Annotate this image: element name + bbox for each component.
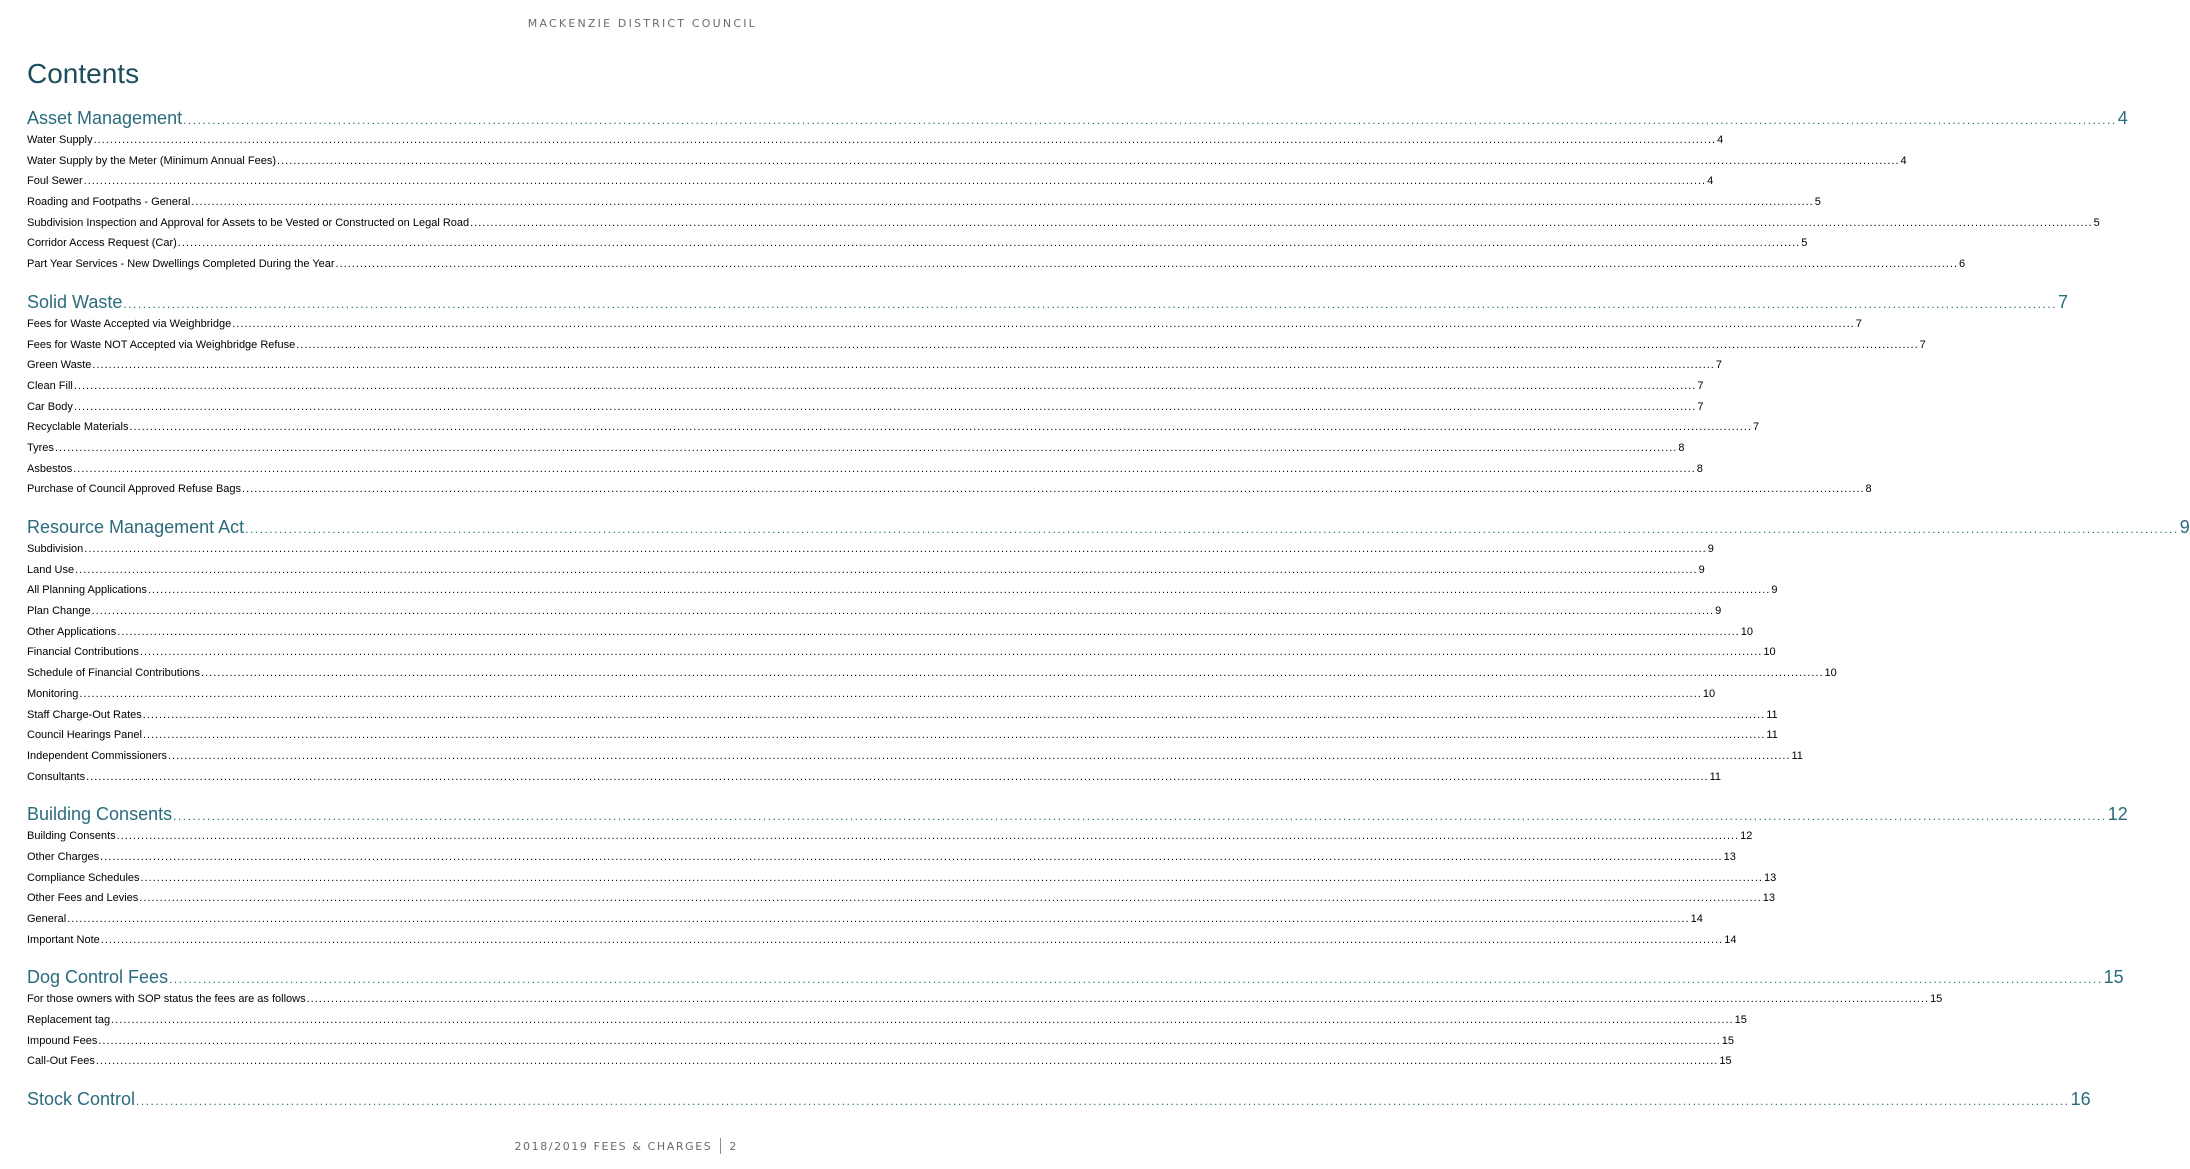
toc-entry-page-number: 13 (1723, 850, 1736, 863)
dot-leader: ................................................................................................................................................................................................................................................................................................................................................................................................................ (83, 175, 1707, 188)
toc-entry-label: Consultants (27, 770, 86, 783)
toc-entry-label: Foul Sewer (27, 175, 83, 188)
table-of-contents (27, 108, 2190, 1128)
footer-page-number: 2 (729, 1139, 738, 1153)
dot-leader: ................................................................................................................................................................................................................................................................................................................................................................................................................ (142, 708, 1766, 721)
toc-entry[interactable] (27, 1014, 1747, 1035)
toc-entry-page-number: 5 (1814, 196, 1821, 209)
dot-leader: ................................................................................................................................................................................................................................................................................................................................................................................................................ (86, 770, 1709, 783)
dot-leader: ................................................................................................................................................................................................................................................................................................................................................................................................................ (296, 338, 1919, 351)
toc-entry-page-number: 5 (1801, 237, 1808, 250)
toc-entry-page-number: 7 (1919, 338, 1926, 351)
toc-entry-page-number: 4 (1900, 154, 1907, 167)
toc-entry-page-number: 6 (1959, 258, 1966, 271)
toc-entry[interactable] (27, 913, 1703, 934)
toc-entry-page-number: 10 (1763, 646, 1776, 659)
toc-entry-page-number: 10 (1740, 625, 1753, 638)
toc-heading-label: Stock Control (27, 1089, 136, 1110)
toc-entry-label: Independent Commissioners (27, 749, 168, 762)
dot-leader: ................................................................................................................................................................................................................................................................................................................................................................................................................ (139, 892, 1762, 905)
toc-heading-label: Resource Management Act (27, 517, 245, 537)
toc-entry-label: Roading and Footpaths - General (27, 196, 191, 209)
toc-entry-page-number: 7 (1752, 421, 1760, 434)
toc-entry-label: Water Supply (27, 134, 93, 146)
dot-leader: ................................................................................................................................................................................................................................................................................................................................................................................................................ (277, 154, 1900, 167)
toc-entry-page-number: 9 (1707, 543, 1714, 555)
toc-entry[interactable] (27, 421, 1760, 442)
toc-heading-page-number: 15 (2103, 967, 2124, 988)
toc-entry-page-number: 9 (1771, 584, 1778, 597)
dot-leader: ................................................................................................................................................................................................................................................................................................................................................................................................................ (79, 687, 1702, 700)
toc-entry[interactable] (27, 1055, 1732, 1076)
footer-doc-label: 2018/2019 FEES & CHARGES (514, 1139, 713, 1153)
dot-leader: ................................................................................................................................................................................................................................................................................................................................................................................................................ (73, 379, 1697, 392)
dot-leader: ................................................................................................................................................................................................................................................................................................................................................................................................................ (183, 113, 2117, 127)
toc-entry[interactable] (27, 749, 1803, 771)
dot-leader: ................................................................................................................................................................................................................................................................................................................................................................................................................ (116, 830, 1740, 843)
dot-leader: ................................................................................................................................................................................................................................................................................................................................................................................................................ (470, 216, 2093, 229)
toc-entry[interactable] (27, 933, 1737, 955)
toc-entry-label: Asbestos (27, 462, 73, 475)
dot-leader: ................................................................................................................................................................................................................................................................................................................................................................................................................ (98, 1034, 1721, 1047)
dot-leader: ................................................................................................................................................................................................................................................................................................................................................................................................................ (123, 296, 2057, 311)
toc-heading-page-number: 7 (2057, 291, 2068, 312)
toc-entry-label: Other Applications (27, 625, 117, 638)
toc-entry[interactable] (27, 216, 2100, 238)
toc-entry-label: Other Charges (27, 850, 100, 863)
toc-entry[interactable] (27, 584, 1778, 605)
dot-leader: ................................................................................................................................................................................................................................................................................................................................................................................................................ (140, 871, 1763, 884)
toc-entry-label: Water Supply by the Meter (Minimum Annual Fees) (27, 154, 277, 167)
toc-entry[interactable] (27, 462, 1703, 484)
toc-entry[interactable] (27, 892, 1776, 913)
dot-leader: ................................................................................................................................................................................................................................................................................................................................................................................................................ (100, 850, 1723, 863)
toc-entry-label: Car Body (27, 400, 73, 413)
toc-entry-label: Subdivision Inspection and Approval for Assets to be Vested or Constructed on Legal Road (27, 216, 470, 229)
toc-section (27, 804, 2128, 954)
toc-section (27, 108, 2128, 279)
toc-entry[interactable] (27, 258, 1966, 279)
toc-entry-page-number: 13 (1762, 892, 1776, 905)
toc-entry-label: Fees for Waste NOT Accepted via Weighbridge Refuse (27, 338, 296, 351)
toc-entry-label: Building Consents (27, 830, 116, 843)
toc-entry[interactable] (27, 196, 1821, 217)
toc-entry[interactable] (27, 625, 1753, 647)
dot-leader: ................................................................................................................................................................................................................................................................................................................................................................................................................ (95, 1055, 1719, 1068)
dot-leader: ................................................................................................................................................................................................................................................................................................................................................................................................................ (201, 667, 1824, 680)
dot-leader: ................................................................................................................................................................................................................................................................................................................................................................................................................ (242, 483, 1865, 496)
toc-entry[interactable] (27, 379, 1704, 401)
toc-entry-page-number: 5 (2093, 216, 2100, 229)
dot-leader: ................................................................................................................................................................................................................................................................................................................................................................................................................ (73, 462, 1696, 475)
toc-heading-page-number: 12 (2107, 804, 2128, 825)
toc-entry[interactable] (27, 646, 1776, 667)
toc-heading[interactable] (27, 804, 2128, 830)
toc-entry[interactable] (27, 400, 1704, 422)
toc-entry[interactable] (27, 830, 1753, 851)
toc-entry[interactable] (27, 359, 1722, 380)
toc-heading-label: Asset Management (27, 108, 183, 128)
toc-entry[interactable] (27, 237, 1808, 258)
toc-heading-page-number: 4 (2117, 108, 2128, 128)
toc-entry[interactable] (27, 1034, 1735, 1056)
dot-leader: ................................................................................................................................................................................................................................................................................................................................................................................................................ (111, 1014, 1734, 1027)
toc-section (27, 1089, 2091, 1115)
toc-heading-label: Solid Waste (27, 291, 123, 312)
toc-heading[interactable] (27, 291, 2068, 318)
toc-entry[interactable] (27, 993, 1943, 1014)
toc-entry-page-number: 11 (1766, 708, 1778, 721)
toc-entry-page-number: 11 (1791, 749, 1803, 762)
toc-heading[interactable] (27, 967, 2124, 993)
toc-entry-page-number: 15 (1719, 1055, 1732, 1068)
toc-heading-page-number: 16 (2070, 1089, 2091, 1110)
toc-entry[interactable] (27, 543, 1714, 564)
dot-leader: ................................................................................................................................................................................................................................................................................................................................................................................................................ (232, 317, 1855, 330)
toc-entry-label: Fees for Waste Accepted via Weighbridge (27, 317, 232, 330)
toc-entry-label: General (27, 913, 67, 925)
toc-entry[interactable] (27, 134, 1724, 155)
dot-leader: ................................................................................................................................................................................................................................................................................................................................................................................................................ (147, 584, 1771, 597)
toc-entry-label: Council Hearings Panel (27, 729, 142, 742)
toc-entry[interactable] (27, 729, 1778, 750)
toc-entry-page-number: 9 (1698, 563, 1705, 576)
toc-entry-label: Compliance Schedules (27, 871, 140, 884)
toc-entry-label: Monitoring (27, 687, 79, 700)
toc-entry-label: Part Year Services - New Dwellings Completed During the Year (27, 258, 335, 271)
toc-entry-label: Other Fees and Levies (27, 892, 139, 905)
toc-entry-label: Purchase of Council Approved Refuse Bags (27, 483, 242, 496)
toc-section (27, 291, 2068, 504)
toc-entry-page-number: 15 (1721, 1034, 1735, 1047)
toc-entry[interactable] (27, 563, 1705, 585)
toc-entry[interactable] (27, 154, 1907, 176)
dot-leader: ................................................................................................................................................................................................................................................................................................................................................................................................................ (73, 400, 1697, 413)
dot-leader: ................................................................................................................................................................................................................................................................................................................................................................................................................ (67, 913, 1690, 925)
toc-entry-page-number: 14 (1724, 933, 1737, 946)
toc-entry-page-number: 7 (1697, 379, 1704, 392)
toc-entry[interactable] (27, 850, 1736, 872)
dot-leader: ................................................................................................................................................................................................................................................................................................................................................................................................................ (84, 543, 1707, 555)
toc-entry-label: For those owners with SOP status the fees are as follows (27, 993, 306, 1006)
toc-entry[interactable] (27, 667, 1837, 688)
footer-separator (720, 1138, 721, 1154)
toc-heading[interactable] (27, 517, 2190, 543)
toc-entry-label: Tyres (27, 441, 54, 454)
dot-leader: ................................................................................................................................................................................................................................................................................................................................................................................................................ (117, 625, 1740, 638)
toc-section (27, 517, 2190, 791)
dot-leader: ................................................................................................................................................................................................................................................................................................................................................................................................................ (169, 972, 2103, 987)
toc-entry-page-number: 11 (1766, 729, 1778, 742)
toc-entry[interactable] (27, 483, 1872, 504)
toc-entry[interactable] (27, 338, 1926, 360)
toc-entry-page-number: 8 (1865, 483, 1872, 496)
toc-entry[interactable] (27, 317, 1862, 339)
dot-leader: ................................................................................................................................................................................................................................................................................................................................................................................................................ (100, 933, 1724, 946)
toc-entry-page-number: 4 (1707, 175, 1714, 188)
toc-entry[interactable] (27, 770, 1721, 792)
toc-entry-page-number: 9 (1715, 605, 1722, 618)
dot-leader: ................................................................................................................................................................................................................................................................................................................................................................................................................ (306, 993, 1930, 1006)
dot-leader: ................................................................................................................................................................................................................................................................................................................................................................................................................ (136, 1094, 2070, 1109)
dot-leader: ................................................................................................................................................................................................................................................................................................................................................................................................................ (139, 646, 1763, 659)
toc-heading-label: Building Consents (27, 804, 173, 825)
toc-entry-label: Impound Fees (27, 1034, 98, 1047)
toc-entry-label: Land Use (27, 563, 75, 576)
toc-entry-label: Green Waste (27, 359, 92, 372)
toc-entry[interactable] (27, 175, 1714, 196)
toc-entry-label: Recyclable Materials (27, 421, 129, 434)
dot-leader: ................................................................................................................................................................................................................................................................................................................................................................................................................ (54, 441, 1678, 454)
toc-entry-page-number: 15 (1930, 993, 1943, 1006)
toc-entry[interactable] (27, 871, 1777, 893)
toc-entry-label: Important Note (27, 933, 100, 946)
toc-entry-page-number: 10 (1702, 687, 1716, 700)
dot-leader: ................................................................................................................................................................................................................................................................................................................................................................................................................ (93, 134, 1717, 146)
toc-entry-page-number: 8 (1696, 462, 1703, 475)
dot-leader: ................................................................................................................................................................................................................................................................................................................................................................................................................ (75, 563, 1698, 576)
toc-heading-label: Dog Control Fees (27, 967, 169, 988)
toc-heading[interactable] (27, 108, 2128, 134)
toc-section (27, 967, 2124, 1076)
dot-leader: ................................................................................................................................................................................................................................................................................................................................................................................................................ (245, 522, 2179, 536)
dot-leader: ................................................................................................................................................................................................................................................................................................................................................................................................................ (335, 258, 1959, 271)
toc-entry-page-number: 13 (1763, 871, 1777, 884)
toc-heading-page-number: 9 (2179, 517, 2190, 537)
dot-leader: ................................................................................................................................................................................................................................................................................................................................................................................................................ (173, 809, 2107, 824)
toc-entry-label: Call-Out Fees (27, 1055, 95, 1068)
toc-entry[interactable] (27, 605, 1722, 626)
dot-leader: ................................................................................................................................................................................................................................................................................................................................................................................................................ (142, 729, 1766, 742)
page-footer (514, 1138, 738, 1154)
toc-entry-label: All Planning Applications (27, 584, 147, 597)
toc-entry-label: Schedule of Financial Contributions (27, 667, 201, 680)
dot-leader: ................................................................................................................................................................................................................................................................................................................................................................................................................ (191, 196, 1814, 209)
toc-heading[interactable] (27, 1089, 2091, 1115)
toc-entry-page-number: 8 (1678, 441, 1685, 454)
dot-leader: ................................................................................................................................................................................................................................................................................................................................................................................................................ (91, 605, 1715, 618)
page-title: Contents (27, 58, 140, 89)
toc-entry-label: Corridor Access Request (Car) (27, 237, 177, 250)
toc-entry-label: Plan Change (27, 605, 91, 618)
toc-entry-label: Subdivision (27, 543, 84, 555)
toc-entry-page-number: 10 (1824, 667, 1837, 680)
dot-leader: ................................................................................................................................................................................................................................................................................................................................................................................................................ (177, 237, 1801, 250)
dot-leader: ................................................................................................................................................................................................................................................................................................................................................................................................................ (92, 359, 1715, 372)
toc-entry-page-number: 11 (1709, 770, 1721, 783)
toc-entry-page-number: 15 (1734, 1014, 1747, 1027)
toc-entry-label: Replacement tag (27, 1014, 111, 1027)
dot-leader: ................................................................................................................................................................................................................................................................................................................................................................................................................ (129, 421, 1752, 434)
toc-entry[interactable] (27, 441, 1685, 463)
toc-entry-page-number: 4 (1717, 134, 1724, 146)
toc-entry-page-number: 7 (1855, 317, 1862, 330)
dot-leader: ................................................................................................................................................................................................................................................................................................................................................................................................................ (168, 749, 1791, 762)
toc-entry-page-number: 14 (1690, 913, 1703, 925)
toc-entry-label: Financial Contributions (27, 646, 139, 659)
page-header-org: MACKENZIE DISTRICT COUNCIL (527, 17, 757, 30)
toc-entry[interactable] (27, 687, 1716, 709)
toc-entry-page-number: 12 (1740, 830, 1753, 843)
toc-entry-page-number: 7 (1697, 400, 1704, 413)
toc-entry[interactable] (27, 708, 1778, 730)
toc-entry-label: Staff Charge-Out Rates (27, 708, 142, 721)
toc-entry-label: Clean Fill (27, 379, 73, 392)
toc-entry-page-number: 7 (1715, 359, 1722, 372)
